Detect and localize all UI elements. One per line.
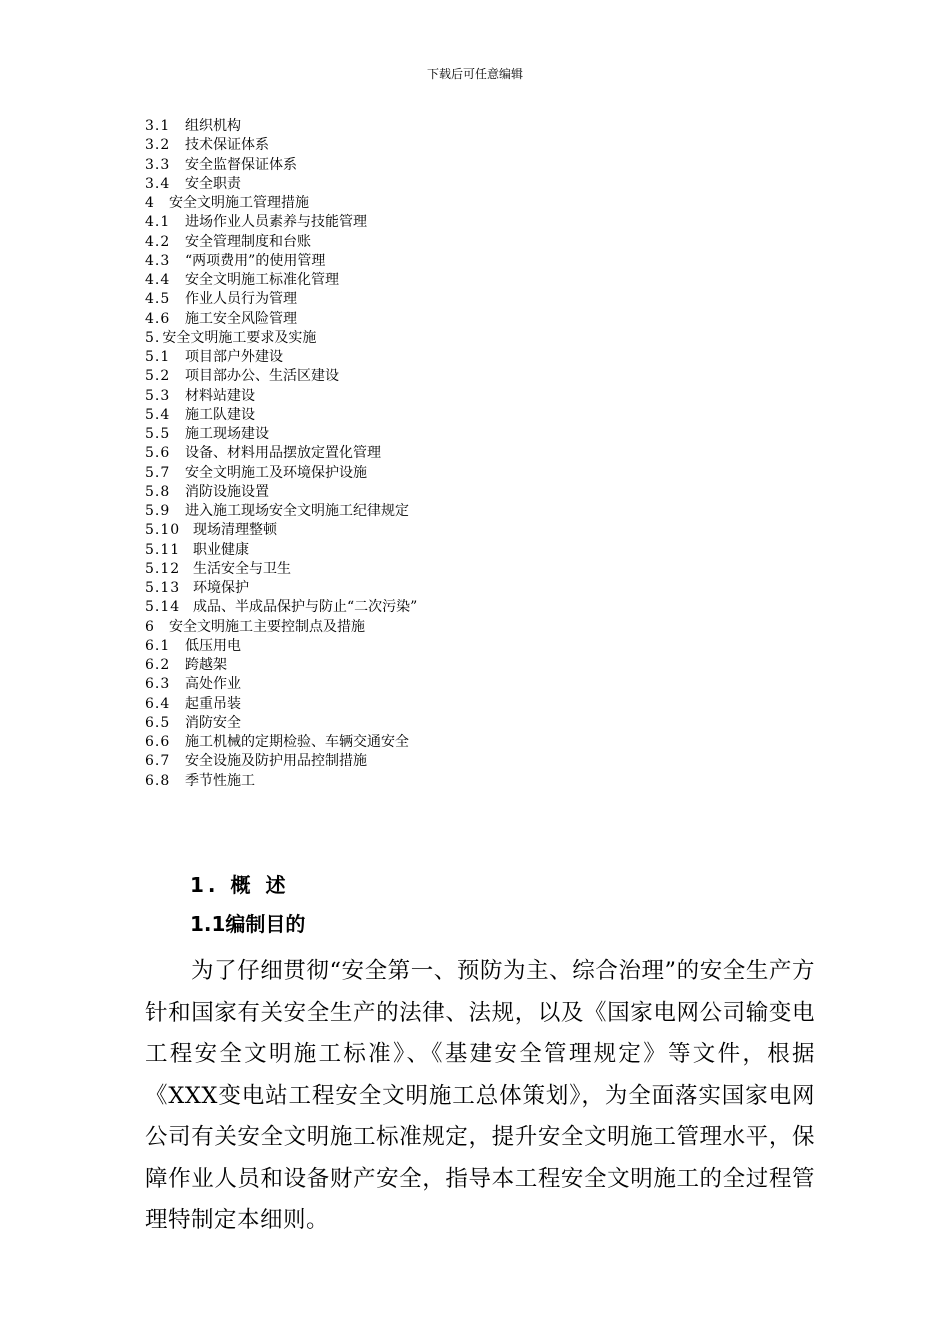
toc-item (145, 348, 825, 367)
toc-item-number: 5.14 (145, 599, 181, 616)
section-subheading: 1.1编制目的 (190, 912, 306, 936)
toc-item-title: 安全设施及防护用品控制措施 (185, 753, 367, 770)
toc-item-title: “两项费用”的使用管理 (185, 252, 326, 269)
toc-item-title: 职业健康 (193, 541, 249, 558)
toc-item-number: 6 (145, 618, 155, 635)
toc-item-title: 安全监督保证体系 (185, 156, 297, 173)
toc-item (145, 502, 825, 521)
toc-item-number: 5.12 (145, 560, 181, 577)
toc-item-number: 5.4 (145, 406, 171, 423)
toc-item (145, 772, 825, 791)
toc-item-title: 技术保证体系 (185, 137, 269, 154)
toc-item (145, 618, 825, 637)
toc-item (145, 695, 825, 714)
toc-item-title: 施工机械的定期检验、车辆交通安全 (185, 734, 409, 750)
toc-item (145, 425, 825, 444)
toc-item-number: 6.1 (145, 637, 171, 654)
toc-item-number: 6.5 (145, 714, 171, 731)
toc-item-number: 5.9 (145, 503, 171, 519)
toc-item-title: 环境保护 (193, 580, 249, 596)
toc-item-number: 5.11 (145, 541, 181, 558)
toc-item (145, 483, 825, 502)
toc-item-number: 5.7 (145, 464, 171, 481)
toc-item (145, 252, 825, 271)
toc-item (145, 117, 825, 136)
toc-item (145, 194, 825, 213)
toc-item-number: 4 (145, 195, 155, 211)
toc-item-title: 施工现场建设 (185, 426, 269, 442)
toc-item-number: 4.3 (145, 252, 171, 269)
toc-item-number: 4.1 (145, 214, 171, 231)
toc-item-number: 5.2 (145, 368, 171, 385)
toc-item-title: 季节性施工 (185, 772, 255, 789)
toc-item (145, 733, 825, 752)
toc-item-number: 5.1 (145, 349, 171, 365)
toc-item-title: 消防设施设置 (185, 483, 269, 500)
toc-item-title: 作业人员行为管理 (185, 291, 297, 308)
page-header-note: 下载后可任意编辑 (426, 67, 523, 81)
toc-item-title: 安全文明施工及环境保护设施 (185, 464, 367, 481)
toc-item-title: 材料站建设 (185, 387, 255, 404)
toc-item-number: 4.5 (145, 291, 171, 308)
table-of-contents (145, 117, 825, 791)
toc-item-number: 6.7 (145, 753, 171, 770)
toc-item-title: 现场清理整顿 (193, 522, 277, 539)
toc-item-title: 安全职责 (185, 175, 241, 192)
toc-item (145, 444, 825, 463)
toc-item (145, 271, 825, 290)
toc-item-title: 项目部户外建设 (185, 349, 283, 365)
toc-item-title: 进入施工现场安全文明施工纪律规定 (185, 503, 409, 519)
toc-item (145, 560, 825, 579)
toc-item-number: 6.8 (145, 772, 171, 789)
toc-item-number: 3.1 (145, 118, 171, 134)
toc-item-title: 安全文明施工要求及实施 (162, 329, 317, 346)
toc-item-number: 5.13 (145, 580, 181, 596)
toc-item-number: 5.6 (145, 445, 171, 462)
toc-item-number: 6.2 (145, 657, 171, 673)
toc-item-number: 3.3 (145, 156, 171, 173)
toc-item-title: 高处作业 (185, 676, 241, 693)
toc-item-number: 4.6 (145, 310, 171, 327)
toc-item-number: 5.10 (145, 522, 181, 539)
toc-item-title: 设备、材料用品摆放定置化管理 (185, 445, 381, 462)
toc-item (145, 290, 825, 309)
toc-item-number: 5. (145, 329, 161, 346)
toc-item (145, 752, 825, 771)
body-paragraph: 为了仔细贯彻“安全第一、预防为主、综合治理”的安全生产方针和国家有关安全生产的法律、法规，以及《国家电网公司输变电工程安全文明施工标准》、《基建安全管理规定》等文件，根据《XXX变电站工程安全文明施工总体策划》，为全面落实国家电网公司有关安全文明施工标准规定，提升安全文明施工管理水平，保障作业人员和设备财产安全，指导本工程安全文明施工的全过程管理特制定本细则。 (145, 958, 815, 1233)
toc-item (145, 406, 825, 425)
toc-item-title: 安全文明施工主要控制点及措施 (169, 618, 365, 635)
toc-item (145, 714, 825, 733)
toc-item-title: 安全文明施工管理措施 (169, 195, 309, 211)
toc-item-title: 进场作业人员素养与技能管理 (185, 214, 367, 231)
toc-item (145, 233, 825, 252)
toc-item-number: 3.2 (145, 137, 171, 154)
toc-item-number: 6.4 (145, 695, 171, 712)
toc-item (145, 175, 825, 194)
toc-item-title: 消防安全 (185, 714, 241, 731)
toc-item-number: 4.2 (145, 233, 171, 250)
toc-item-title: 低压用电 (185, 637, 241, 654)
toc-item-title: 安全管理制度和台账 (185, 233, 311, 250)
toc-item (145, 675, 825, 694)
toc-item (145, 656, 825, 675)
toc-item (145, 367, 825, 386)
toc-item-title: 项目部办公、生活区建设 (185, 368, 339, 385)
toc-item-number: 6.3 (145, 676, 171, 693)
toc-item-title: 安全文明施工标准化管理 (185, 272, 339, 288)
toc-item-title: 生活安全与卫生 (193, 560, 291, 577)
toc-item (145, 541, 825, 560)
toc-item (145, 637, 825, 656)
toc-item-title: 施工安全风险管理 (185, 310, 297, 327)
toc-item-number: 4.4 (145, 272, 171, 288)
toc-item (145, 329, 825, 348)
toc-item (145, 387, 825, 406)
toc-item-title: 成品、半成品保护与防止“二次污染” (193, 599, 418, 616)
toc-item-number: 5.8 (145, 483, 171, 500)
toc-item (145, 521, 825, 540)
toc-item (145, 136, 825, 155)
toc-item (145, 213, 825, 232)
toc-item (145, 598, 825, 617)
toc-item-title: 起重吊装 (185, 695, 241, 712)
toc-item-title: 跨越架 (185, 657, 227, 673)
toc-item-number: 6.6 (145, 734, 171, 750)
toc-item-number: 5.5 (145, 426, 171, 442)
toc-item (145, 579, 825, 598)
toc-item-number: 3.4 (145, 175, 171, 192)
toc-item-title: 组织机构 (185, 118, 241, 134)
section-heading: 1. 概 述 (190, 873, 290, 897)
toc-item (145, 310, 825, 329)
toc-item-title: 施工队建设 (185, 406, 255, 423)
toc-item (145, 156, 825, 175)
toc-item-number: 5.3 (145, 387, 171, 404)
toc-item (145, 464, 825, 483)
